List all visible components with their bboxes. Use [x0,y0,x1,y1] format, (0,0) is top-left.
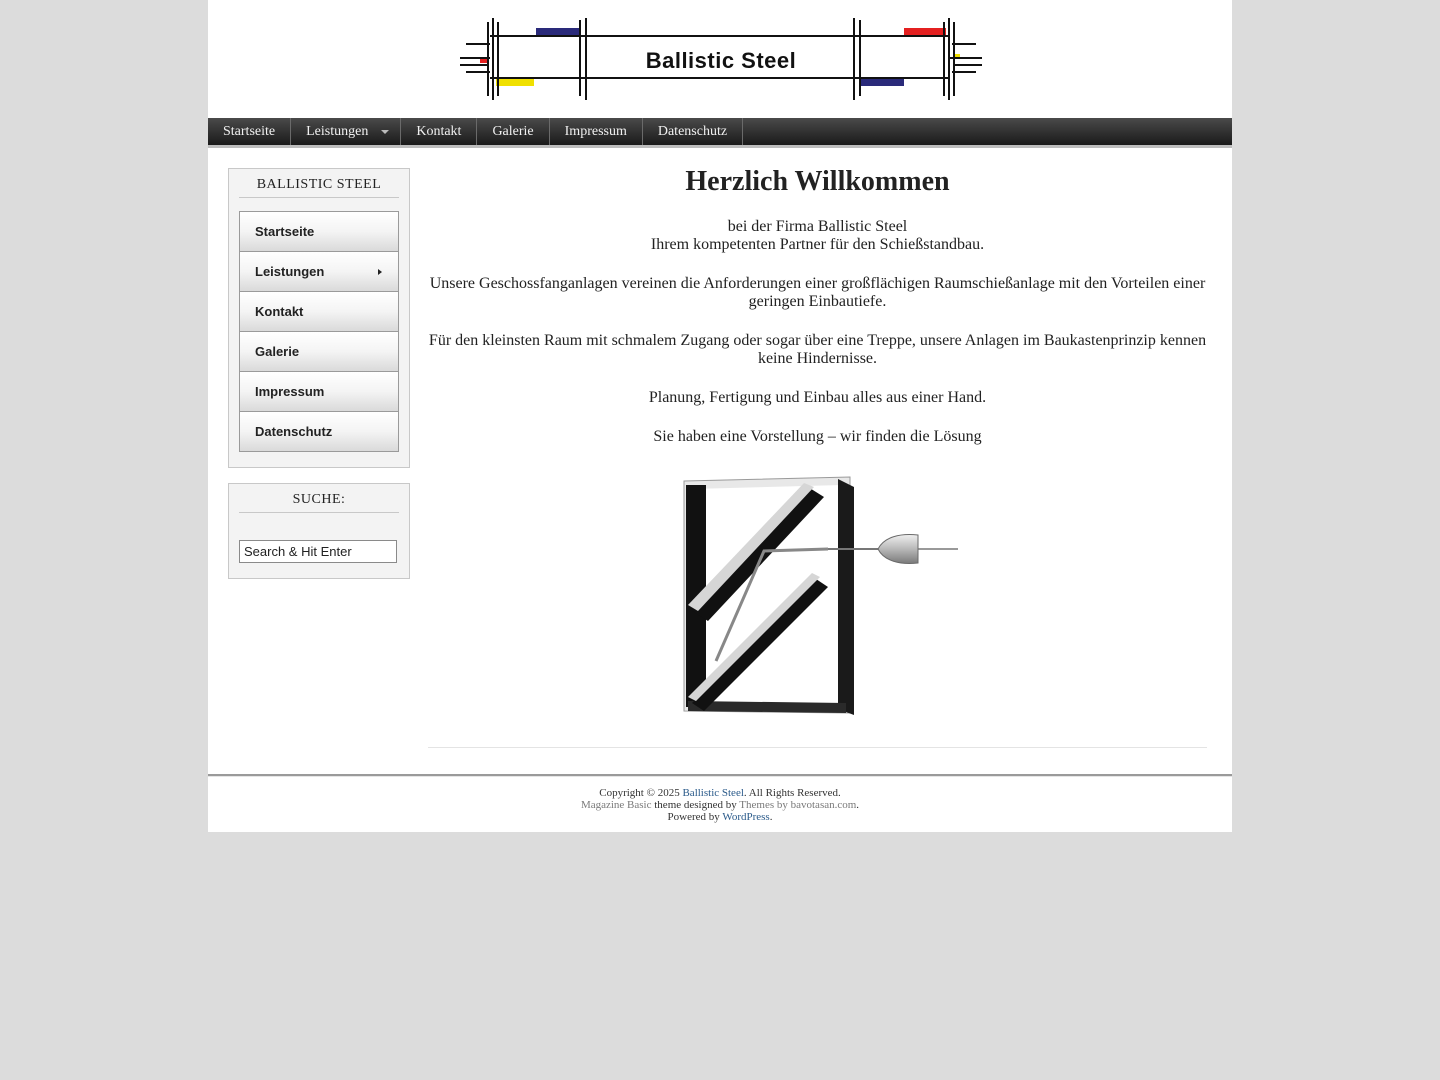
paragraph-3: Planung, Fertigung und Einbau alles aus einer Hand. [648,389,987,406]
footer-theme-credit [208,799,1232,811]
bullet-trap-illustration [678,473,958,718]
paragraph-2: Für den kleinsten Raum mit schmalem Zugang oder sogar über eine Treppe, unsere Anlagen im Baukastenprinzip kennen keine Hindernisse. [428,332,1207,367]
intro-line-2: Ihrem kompetenten Partner für den Schießstandbau. [650,236,985,253]
nav-item-label: Datenschutz [657,124,728,139]
page-wrapper [208,0,1232,832]
sidebar-item-startseite[interactable] [240,211,398,251]
sidebar-menu [239,211,399,452]
sidebar-item-datenschutz[interactable] [240,411,398,451]
nav-item-leistungen[interactable] [291,118,401,145]
sidebar-item-leistungen[interactable] [240,251,398,291]
sidebar-menu-widget [228,168,410,468]
nav-item-label: Galerie [492,124,534,139]
nav-item-label: Leistungen [306,124,369,139]
sidebar-item-label: Impressum [255,384,325,399]
main-content [428,160,1207,718]
logo-text: Ballistic Steel [645,48,797,73]
copyright-text: Copyright © 2025 [599,787,680,799]
footer-wordpress-link[interactable]: WordPress [722,811,770,823]
site-header [208,0,1232,118]
sidebar-item-impressum[interactable] [240,371,398,411]
footer-themes-link[interactable]: Themes by bavotasan.com [739,799,857,811]
search-input[interactable] [239,540,397,563]
paragraph-1: Unsere Geschossfanganlagen vereinen die Anforderungen einer großflächigen Raumschießanlage mit den Vorteilen einer geringen Einbautiefe. [429,275,1206,310]
nav-item-startseite[interactable] [208,118,291,145]
sidebar [228,168,410,594]
paragraph-4: Sie haben eine Vorstellung – wir finden die Lösung [653,428,982,445]
sidebar-item-label: Kontakt [255,304,304,319]
nav-item-galerie[interactable] [477,118,549,145]
sidebar-item-label: Leistungen [255,264,325,279]
search-widget [228,483,410,579]
theme-credit-text: theme designed by [654,799,737,811]
site-footer [208,774,1232,834]
nav-item-label: Kontakt [416,124,462,139]
footer-copyright [208,787,1232,799]
sidebar-item-label: Galerie [255,344,300,359]
sidebar-item-galerie[interactable] [240,331,398,371]
footer-theme-link[interactable]: Magazine Basic [580,799,652,811]
content-divider [428,747,1207,748]
nav-item-label: Impressum [564,124,627,139]
wp-period: . [769,811,773,823]
footer-powered [208,811,1232,823]
sidebar-item-label: Datenschutz [255,424,333,439]
powered-text: Powered by [667,811,720,823]
nav-item-impressum[interactable] [550,118,643,145]
rights-text: . All Rights Reserved. [743,787,841,799]
intro-line-1: bei der Firma Ballistic Steel [727,218,908,235]
sidebar-item-label: Startseite [255,224,315,239]
dropdown-arrow-icon [381,130,389,134]
widget-title: BALLISTIC STEEL [239,177,399,198]
theme-period: . [856,799,860,811]
widget-title: SUCHE: [239,492,399,513]
footer-site-link[interactable]: Ballistic Steel [682,787,744,799]
nav-item-kontakt[interactable] [401,118,477,145]
nav-item-label: Startseite [223,124,276,139]
page-title: Herzlich Willkommen [685,166,950,197]
site-logo[interactable] [460,18,982,100]
submenu-arrow-icon [378,269,382,275]
sidebar-item-kontakt[interactable] [240,291,398,331]
top-navigation [208,118,1232,148]
intro-text [428,218,1207,254]
nav-item-datenschutz[interactable] [643,118,743,145]
